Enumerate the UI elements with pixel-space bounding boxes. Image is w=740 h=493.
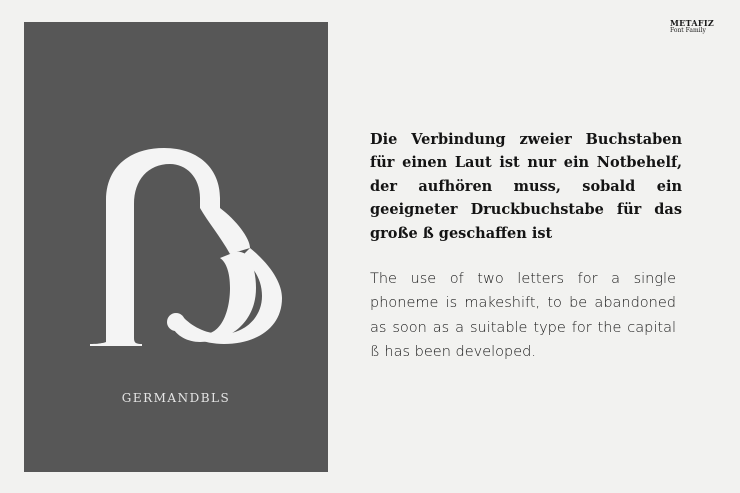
brand-name: METAFIZ [670, 18, 715, 28]
german-paragraph: Die Verbindung zweier Buchstaben für einen Laut ist nur ein Notbehelf, der aufhören muss, sobald ein geeigneter Druckbuchstabe für das große ß geschaffen ist [370, 130, 682, 242]
poster-card [24, 22, 328, 472]
poster-label: GERMANDBLS [121, 391, 231, 405]
english-paragraph: The use of two letters for a single phoneme is makeshift, to be abandoned as soon as a suitable type for the capital ß has been developed. [370, 270, 676, 360]
brand-subtitle: Font Family [670, 27, 706, 34]
brand-block [670, 19, 714, 34]
